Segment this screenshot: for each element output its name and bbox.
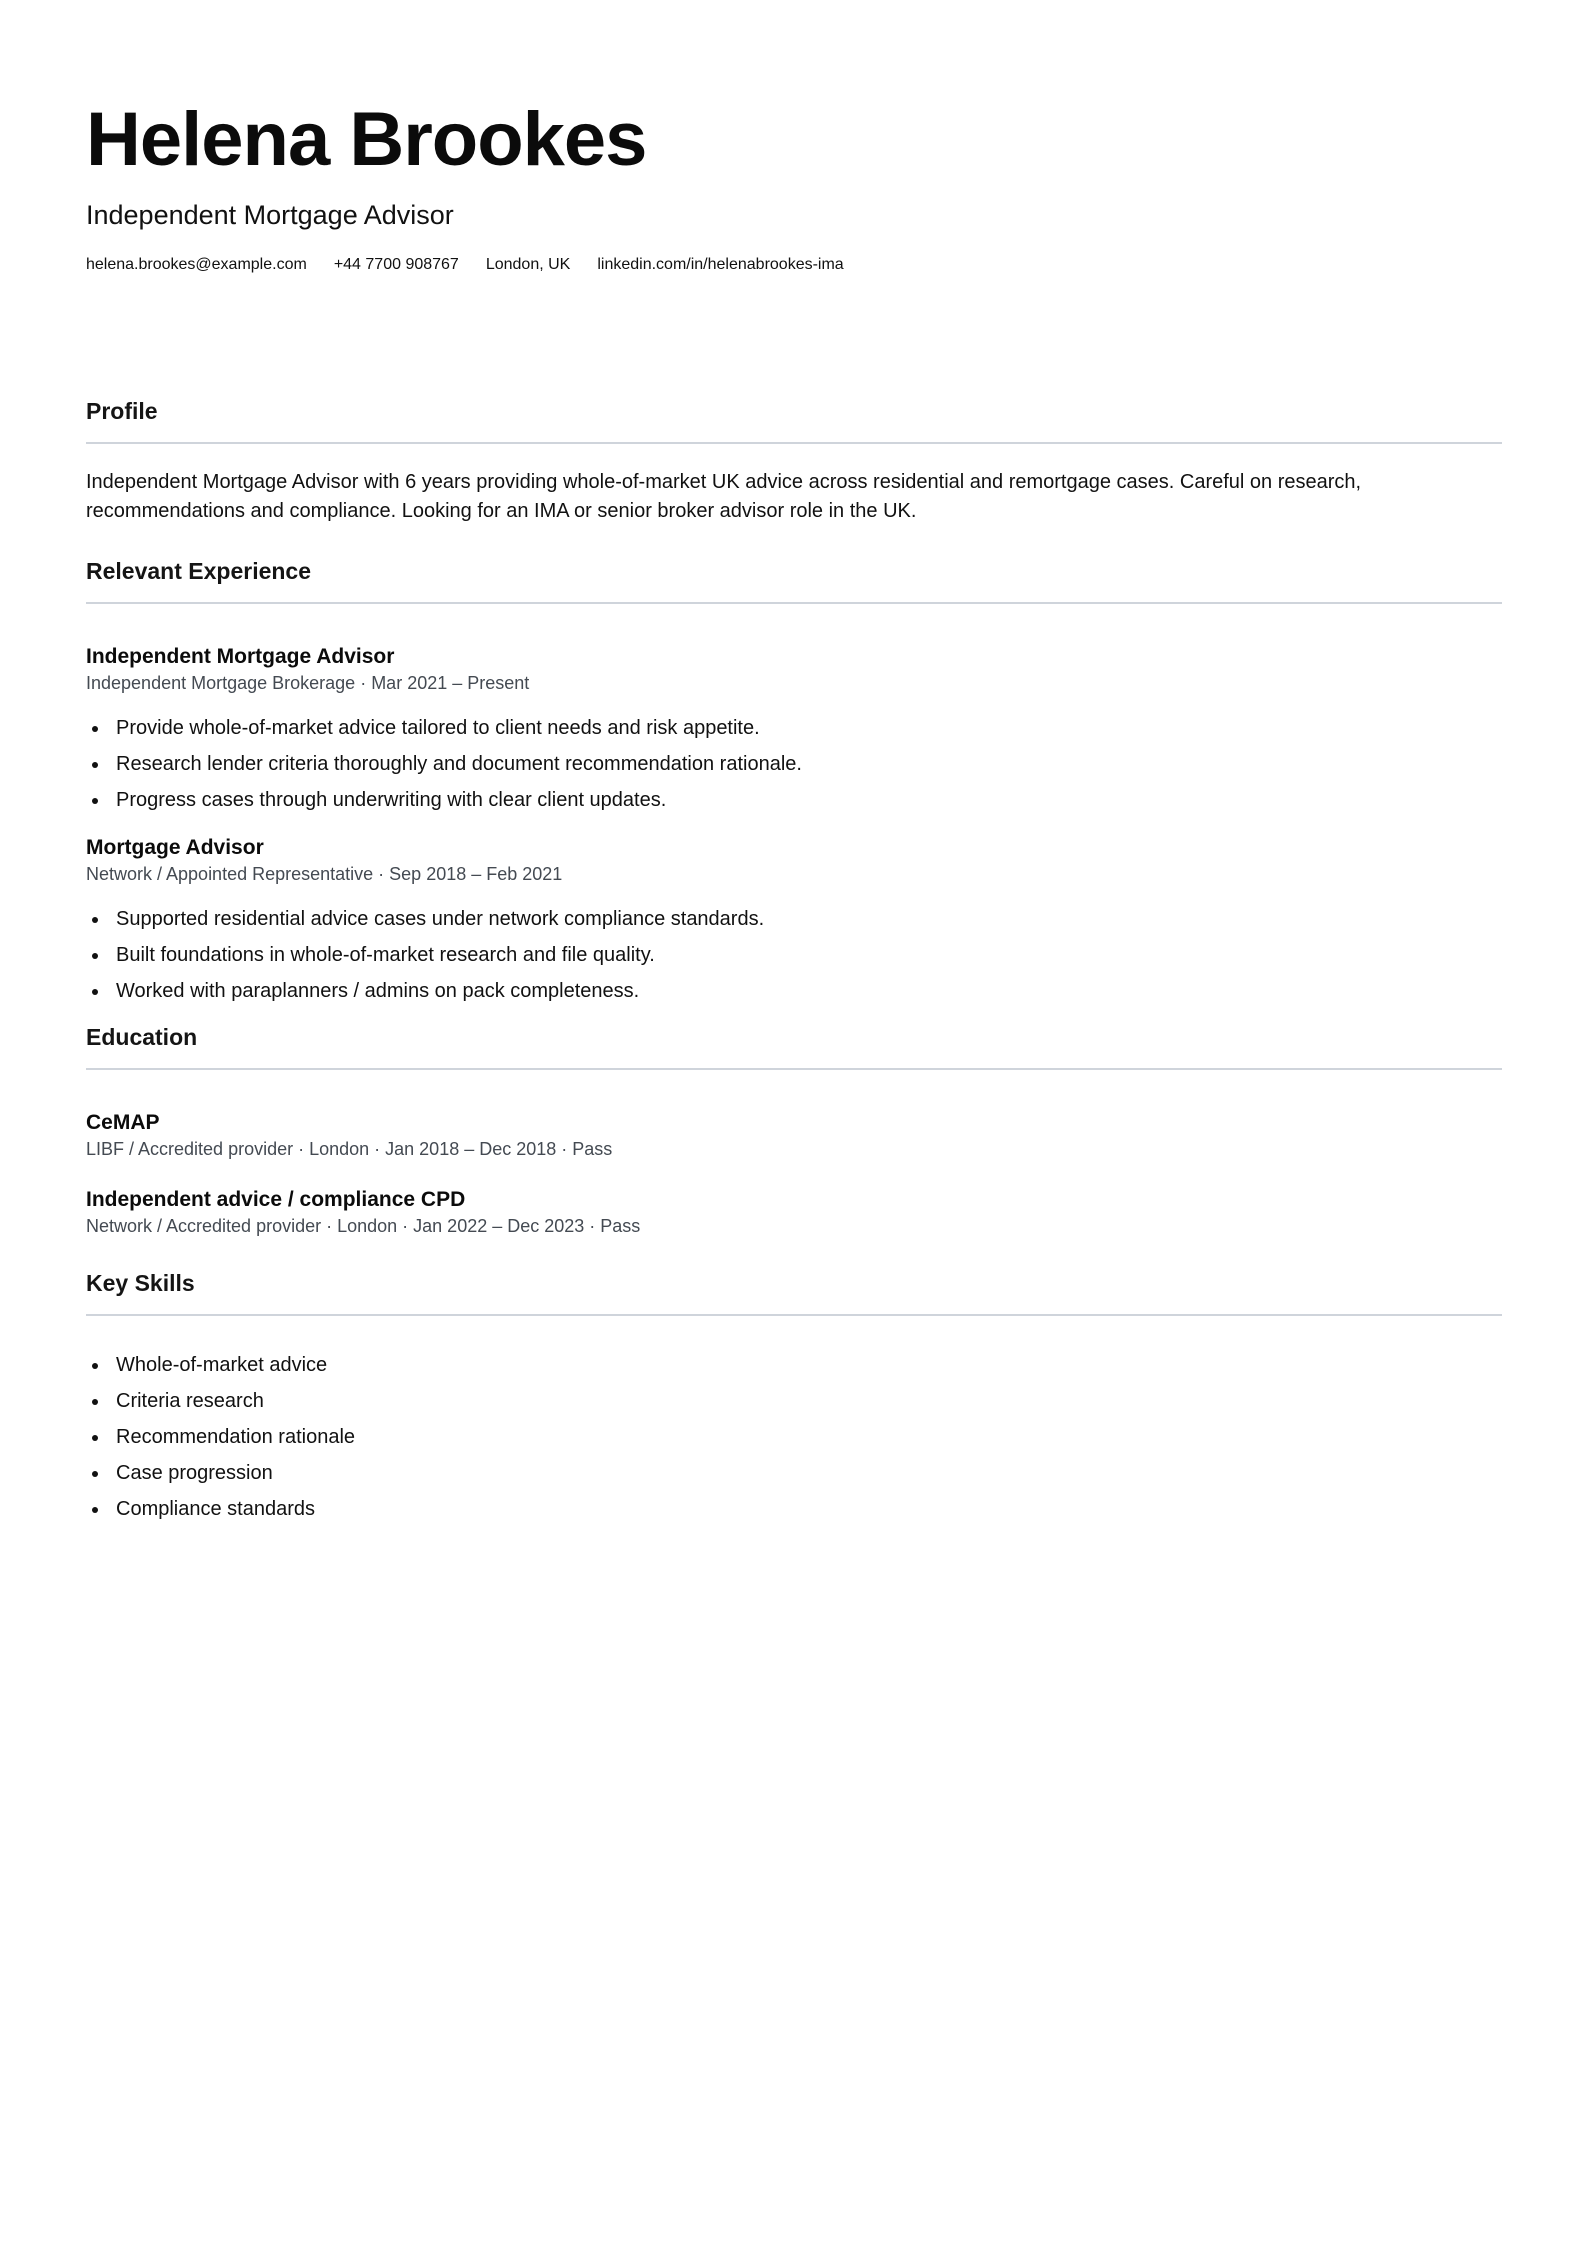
experience-section (86, 556, 1502, 1004)
job-bullet: Provide whole-of-market advice tailored to client needs and risk appetite. (116, 715, 1502, 741)
candidate-title: Independent Mortgage Advisor (86, 200, 454, 230)
contact-info (86, 254, 1502, 276)
contact-phone[interactable]: +44 7700 908767 (333, 256, 459, 273)
job-entry (86, 644, 1502, 813)
education-section (86, 1022, 1502, 1238)
profile-text: Independent Mortgage Advisor with 6 years providing whole-of-market UK advice across residential and remortgage cases. Careful on research, recommendations and compliance. Looking for an IMA or senior broker advisor role in the UK. (86, 471, 1362, 522)
job-bullet: Research lender criteria thoroughly and document recommendation rationale. (116, 751, 1502, 777)
skill-item: Compliance standards (116, 1496, 1502, 1522)
job-bullets (86, 906, 1502, 1004)
job-entry (86, 835, 1502, 1004)
job-bullet: Progress cases through underwriting with clear client updates. (116, 787, 1502, 813)
job-meta: Independent Mortgage Brokerage · Mar 2021 – Present (86, 673, 530, 693)
job-meta: Network / Appointed Representative · Sep 2018 – Feb 2021 (86, 864, 563, 884)
job-bullet: Supported residential advice cases under network compliance standards. (116, 906, 1502, 932)
education-heading: Education (86, 1022, 1502, 1070)
candidate-name: Helena Brookes (86, 97, 647, 182)
education-meta: Network / Accredited provider · London · Jan 2022 – Dec 2023 · Pass (86, 1216, 641, 1236)
job-bullet: Worked with paraplanners / admins on pack completeness. (116, 978, 1502, 1004)
skill-item: Recommendation rationale (116, 1424, 1502, 1450)
education-title: CeMAP (86, 1111, 160, 1134)
profile-heading: Profile (86, 396, 1502, 444)
job-title: Mortgage Advisor (86, 836, 264, 859)
contact-location: London, UK (485, 256, 571, 273)
job-title: Independent Mortgage Advisor (86, 645, 395, 668)
job-bullet: Built foundations in whole-of-market research and file quality. (116, 942, 1502, 968)
education-entry (86, 1110, 1502, 1161)
skills-section (86, 1268, 1502, 1522)
contact-linkedin[interactable]: linkedin.com/in/helenabrookes-ima (597, 256, 844, 273)
experience-heading: Relevant Experience (86, 556, 1502, 604)
job-bullets (86, 715, 1502, 813)
skills-heading: Key Skills (86, 1268, 1502, 1316)
education-meta: LIBF / Accredited provider · London · Jan 2018 – Dec 2018 · Pass (86, 1139, 613, 1159)
skills-list (86, 1352, 1502, 1522)
education-entry (86, 1187, 1502, 1238)
skill-item: Case progression (116, 1460, 1502, 1486)
resume-header (86, 0, 1502, 276)
contact-email[interactable]: helena.brookes@example.com (86, 256, 307, 273)
skill-item: Whole-of-market advice (116, 1352, 1502, 1378)
education-title: Independent advice / compliance CPD (86, 1188, 466, 1211)
profile-section (86, 396, 1502, 526)
skill-item: Criteria research (116, 1388, 1502, 1414)
